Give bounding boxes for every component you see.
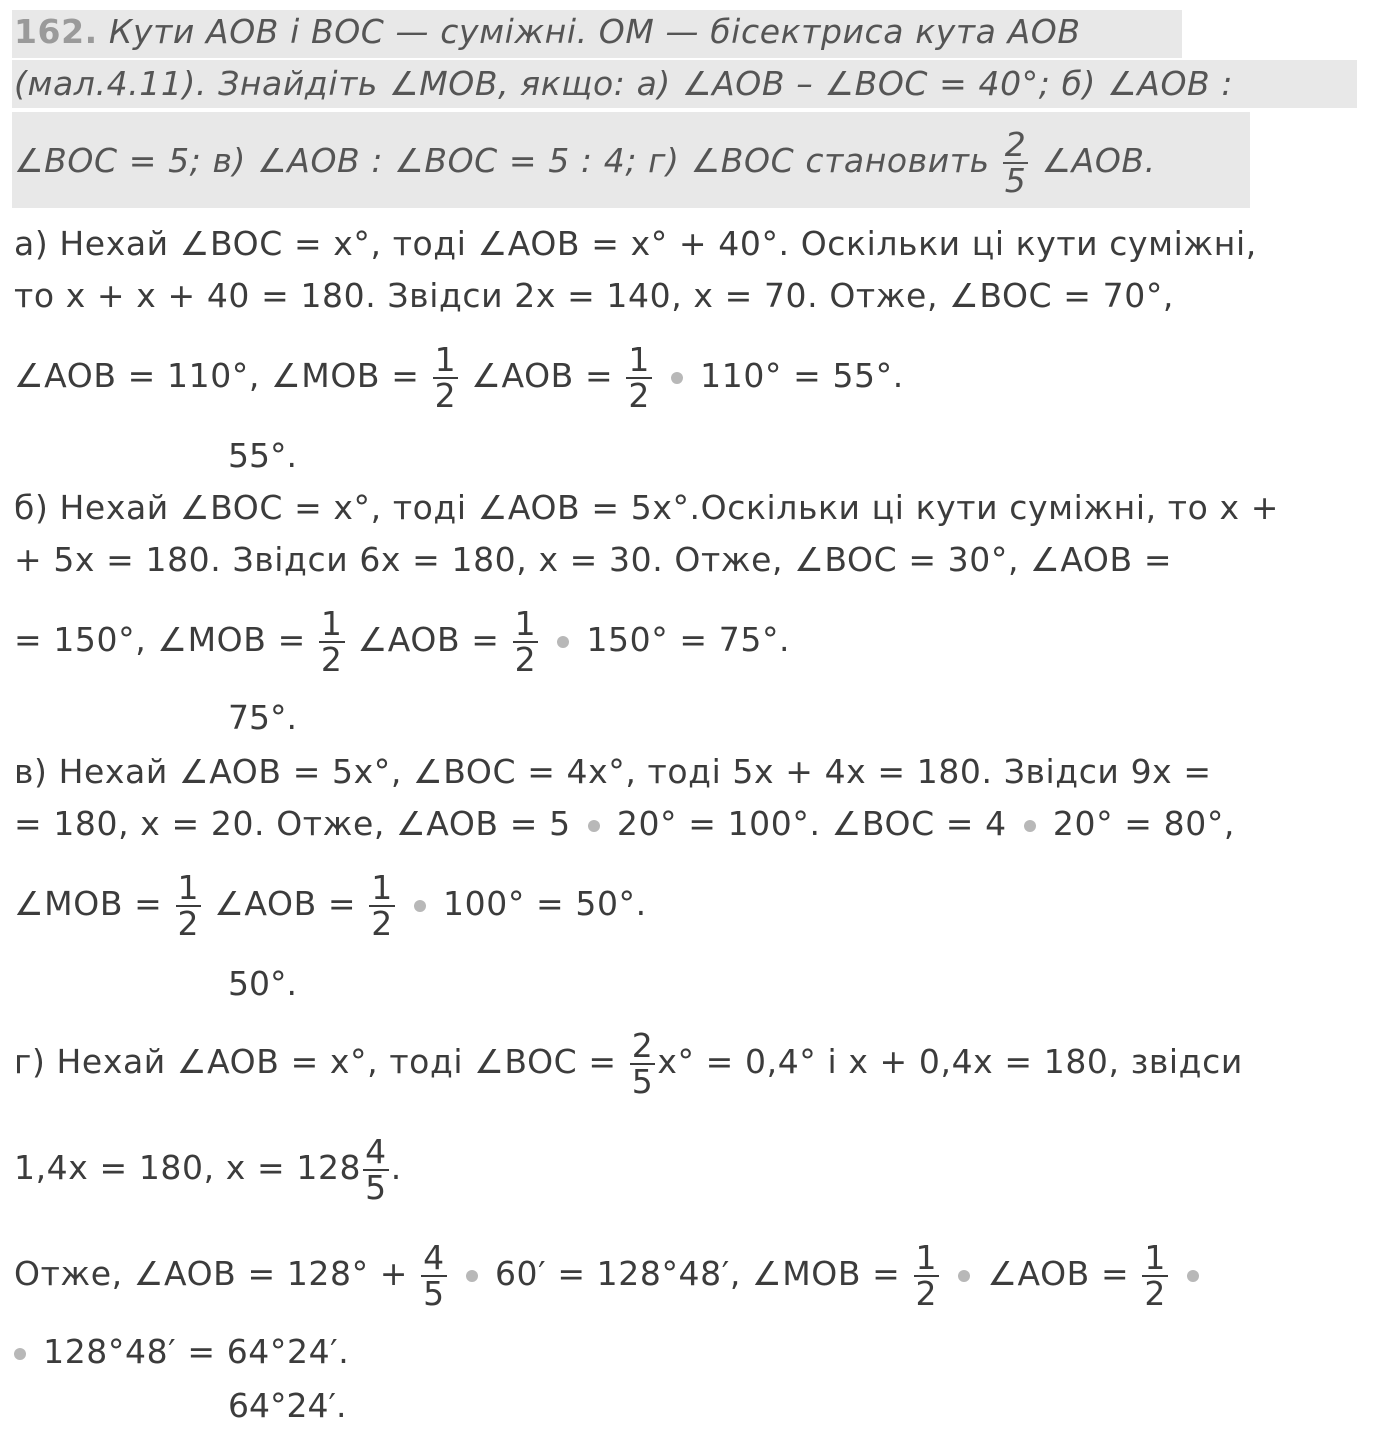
fraction-denominator: 2 [628,375,650,415]
fraction-denominator: 2 [177,903,200,943]
part-c-text-3b: ∠AOB = [214,884,357,923]
part-d-text-3b: 60′ = 128°48′, ∠MOB = [494,1254,901,1293]
problem-fraction [1003,124,1029,200]
fraction-numerator: 2 [631,1025,654,1065]
part-b-text-3c: 150° = 75°. [586,620,791,659]
part-b-text-2: + 5x = 180. Звідси 6x = 180, x = 30. Отже, ∠BOC = 30°, ∠AOB = [14,540,1173,579]
part-a-text-1: а) Нехай ∠BOC = x°, тоді ∠AOB = x° + 40°. Оскільки ці кути суміжні, [14,224,1257,263]
fraction-numerator: 1 [1144,1237,1166,1277]
part-c-text-1: в) Нехай ∠AOB = 5x°, ∠BOC = 4x°, тоді 5x + 4x = 180. Звідси 9x = [14,752,1212,791]
fraction-numerator: 1 [915,1237,938,1277]
problem-text-1: Кути AOB і BOC — суміжні. OM — бісектриса кута AOB [108,12,1081,51]
part-c-line-3 [14,866,647,942]
part-b-line-1 [14,488,1279,528]
part-c-text-2a: = 180, x = 20. Отже, ∠AOB = 5 [14,804,571,843]
multiply-dot-icon [557,636,569,648]
multiply-dot-icon [671,372,683,384]
part-b-line-2 [14,540,1172,580]
part-c-text-2b: 20° = 100°. ∠BOC = 4 [616,804,1007,843]
problem-number: 162. [14,12,98,51]
part-b-line-3 [14,602,790,678]
part-a-text-2: то x + x + 40 = 180. Звідси 2x = 140, x = 70. Отже, ∠BOC = 70°, [14,276,1175,315]
fraction-numerator: 1 [628,339,650,379]
fraction-numerator: 2 [1004,124,1027,164]
part-a-fraction-2 [626,339,652,415]
problem-line-2 [14,64,1233,104]
problem-text-2: (мал.4.11). Знайдіть ∠MOB, якщо: а) ∠AOB – ∠BOC = 40°; б) ∠AOB : [14,64,1234,103]
part-a-text-3b: ∠AOB = [471,356,614,395]
part-b-text-1: б) Нехай ∠BOC = x°, тоді ∠AOB = 5x°.Оскільки ці кути суміжні, то x + [14,488,1279,527]
part-a-line-2 [14,276,1174,316]
part-a-fraction-1 [433,339,459,415]
fraction-numerator: 4 [423,1237,445,1277]
multiply-dot-icon [958,1270,970,1282]
part-c-text-3c: 100° = 50°. [443,884,647,923]
fraction-denominator: 2 [1144,1273,1166,1313]
part-c-fraction-1 [176,867,202,943]
part-b-text-3a: = 150°, ∠MOB = [14,620,306,659]
multiply-dot-icon [1024,820,1036,832]
multiply-dot-icon [588,820,600,832]
part-a-text-3a: ∠AOB = 110°, ∠MOB = [14,356,420,395]
multiply-dot-icon [1187,1270,1199,1282]
part-d-line-1 [14,1024,1243,1100]
part-d-text-1a: г) Нехай ∠AOB = x°, тоді ∠BOC = [14,1042,617,1081]
part-a-line-1 [14,224,1257,264]
part-c-text-2c: 20° = 80°, [1052,804,1236,843]
part-d-fraction-4 [914,1237,940,1313]
fraction-numerator: 1 [434,339,457,379]
fraction-denominator: 2 [371,903,393,943]
problem-line-1 [14,12,1081,52]
fraction-denominator: 5 [365,1167,387,1207]
problem-text-3a: ∠BOC = 5; в) ∠AOB : ∠BOC = 5 : 4; г) ∠BOC становить [14,141,990,180]
part-c-answer: 50°. [228,964,297,1003]
multiply-dot-icon [14,1348,26,1360]
fraction-numerator: 1 [514,603,537,643]
part-d-text-3c: ∠AOB = [987,1254,1130,1293]
part-a-line-3 [14,338,904,414]
part-d-line-4 [14,1332,349,1372]
fraction-numerator: 4 [365,1131,387,1171]
fraction-numerator: 1 [371,867,393,907]
problem-text-3b: ∠AOB. [1041,141,1156,180]
problem-line-3 [14,126,1156,198]
part-a-answer: 55°. [228,436,297,475]
fraction-denominator: 5 [423,1273,445,1313]
part-d-answer: 64°24′. [228,1386,347,1425]
part-d-fraction-1 [630,1025,656,1101]
fraction-denominator: 2 [514,639,537,679]
part-d-text-2b: . [390,1148,402,1187]
part-d-text-4: 128°48′ = 64°24′. [43,1332,350,1371]
part-b-text-3b: ∠AOB = [357,620,500,659]
fraction-numerator: 1 [320,603,343,643]
part-b-fraction-2 [513,603,539,679]
part-d-text-1b: x° = 0,4° і x + 0,4x = 180, звідси [657,1042,1243,1081]
fraction-denominator: 2 [320,639,343,679]
part-a-text-3c: 110° = 55°. [700,356,904,395]
part-d-fraction-2 [363,1131,389,1207]
part-c-text-3a: ∠MOB = [14,884,163,923]
part-b-answer: 75°. [228,698,297,737]
part-d-line-3 [14,1236,1205,1312]
part-d-text-3a: Отже, ∠AOB = 128° + [14,1254,409,1293]
multiply-dot-icon [414,900,426,912]
fraction-denominator: 5 [631,1061,654,1101]
fraction-denominator: 2 [434,375,457,415]
part-c-line-1 [14,752,1212,792]
part-d-line-2 [14,1130,402,1206]
fraction-denominator: 5 [1004,160,1027,200]
part-d-fraction-3 [421,1237,447,1313]
part-d-text-2a: 1,4x = 180, x = 128 [14,1148,362,1187]
part-c-fraction-2 [369,867,395,943]
part-b-fraction-1 [319,603,345,679]
part-c-line-2 [14,804,1235,844]
part-d-fraction-5 [1142,1237,1168,1313]
fraction-numerator: 1 [177,867,200,907]
fraction-denominator: 2 [915,1273,938,1313]
multiply-dot-icon [466,1270,478,1282]
